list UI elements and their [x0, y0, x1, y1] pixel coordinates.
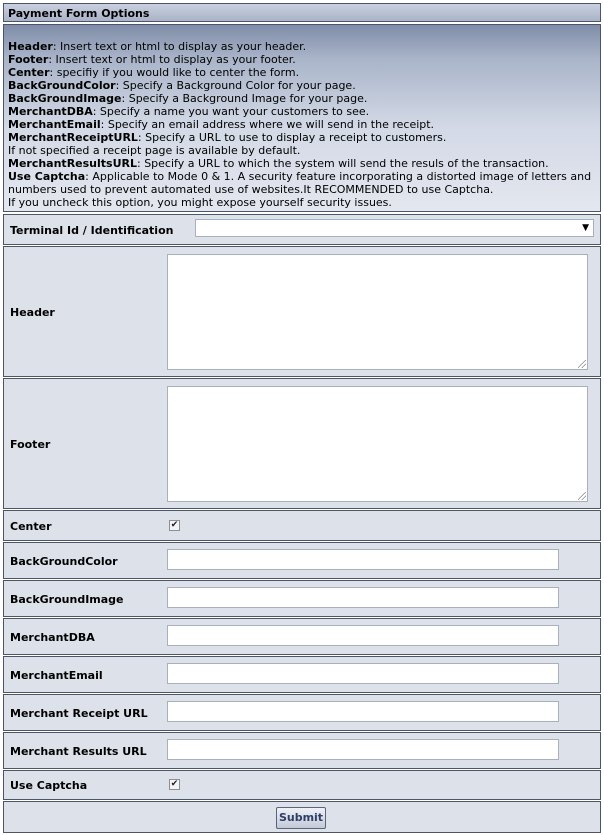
help-text: If you uncheck this option, you might expose yourself security issues. [8, 196, 392, 209]
header-textarea[interactable] [167, 254, 588, 370]
help-text: If not specified a receipt page is available by default. [8, 144, 301, 157]
help-text: : Specify a URL to which the system will send the resuls of the transaction. [137, 157, 549, 170]
help-term: MerchantReceiptURL [8, 131, 138, 144]
help-line [8, 144, 597, 157]
submit-button[interactable]: Submit [276, 807, 326, 829]
help-text: : Specify a Background Color for your page. [115, 79, 356, 92]
terminal-label: Terminal Id / Identification [10, 224, 174, 237]
email-label: MerchantEmail [10, 669, 103, 682]
help-term: Footer [8, 53, 49, 66]
checkmark-icon: ✔ [170, 779, 179, 789]
help-line [8, 170, 597, 196]
help-line [8, 118, 597, 131]
help-line [8, 79, 597, 92]
header-row [3, 246, 601, 377]
email-row [3, 656, 601, 693]
help-text: : Insert text or html to display as your footer. [48, 53, 296, 66]
help-text: : Specify a URL to use to display a receipt to customers. [137, 131, 447, 144]
captcha-checkbox[interactable] [169, 779, 180, 790]
help-term: Header [8, 40, 53, 53]
center-row [3, 510, 601, 541]
receipt-label: Merchant Receipt URL [10, 707, 148, 720]
center-checkbox[interactable] [169, 520, 180, 531]
dba-input[interactable] [167, 625, 559, 646]
help-line [8, 105, 597, 118]
help-line [8, 131, 597, 144]
captcha-label: Use Captcha [10, 779, 88, 792]
receipt-url-input[interactable] [167, 701, 559, 722]
help-text: : Specify a name you want your customers to see. [92, 105, 370, 118]
help-text: : specifiy if you would like to center the form. [49, 66, 300, 79]
help-line [8, 92, 597, 105]
resize-grip-icon[interactable] [578, 360, 586, 368]
help-line [8, 66, 597, 79]
bgimage-input[interactable] [167, 587, 559, 608]
help-text: : Specify an email address where we will send in the receipt. [100, 118, 435, 131]
footer-textarea[interactable] [167, 386, 588, 502]
help-term: BackGroundImage [8, 92, 122, 105]
footer-label: Footer [10, 438, 51, 451]
header-label: Header [10, 306, 55, 319]
terminal-row [3, 214, 601, 245]
captcha-row [3, 770, 601, 800]
center-label: Center [10, 520, 52, 533]
help-line [8, 53, 597, 66]
help-term: Use Captcha [8, 170, 86, 183]
help-text: : Insert text or html to display as your header. [52, 40, 307, 53]
bgcolor-input[interactable] [167, 549, 559, 570]
resize-grip-icon[interactable] [578, 492, 586, 500]
dba-label: MerchantDBA [10, 631, 95, 644]
checkmark-icon: ✔ [170, 520, 179, 530]
dba-row [3, 618, 601, 655]
help-line [8, 196, 597, 209]
terminal-select[interactable] [195, 219, 594, 237]
receipt-row [3, 694, 601, 731]
submit-row [3, 801, 601, 833]
help-term: MerchantEmail [8, 118, 101, 131]
help-term: MerchantResultsURL [8, 157, 137, 170]
help-line [8, 157, 597, 170]
footer-row [3, 378, 601, 509]
help-text: : Specify a Background Image for your page. [121, 92, 368, 105]
help-term: MerchantDBA [8, 105, 93, 118]
bgcolor-row [3, 542, 601, 579]
form-title: Payment Form Options [3, 3, 601, 22]
results-label: Merchant Results URL [10, 745, 147, 758]
help-term: BackGroundColor [8, 79, 116, 92]
help-line [8, 40, 597, 53]
help-term: Center [8, 66, 50, 79]
help-text: : Applicable to Mode 0 & 1. A security feature incorporating a distorted image of letters and numbers used to prevent automated use of websites.It RECOMMENDED to use Captcha. [8, 170, 592, 196]
help-panel [3, 24, 601, 212]
bgcolor-label: BackGroundColor [10, 555, 118, 568]
bgimage-label: BackGroundImage [10, 593, 124, 606]
bgimage-row [3, 580, 601, 617]
email-input[interactable] [167, 663, 559, 684]
results-url-input[interactable] [167, 739, 559, 760]
dropdown-arrow-icon: ▼ [582, 223, 589, 233]
results-row [3, 732, 601, 769]
